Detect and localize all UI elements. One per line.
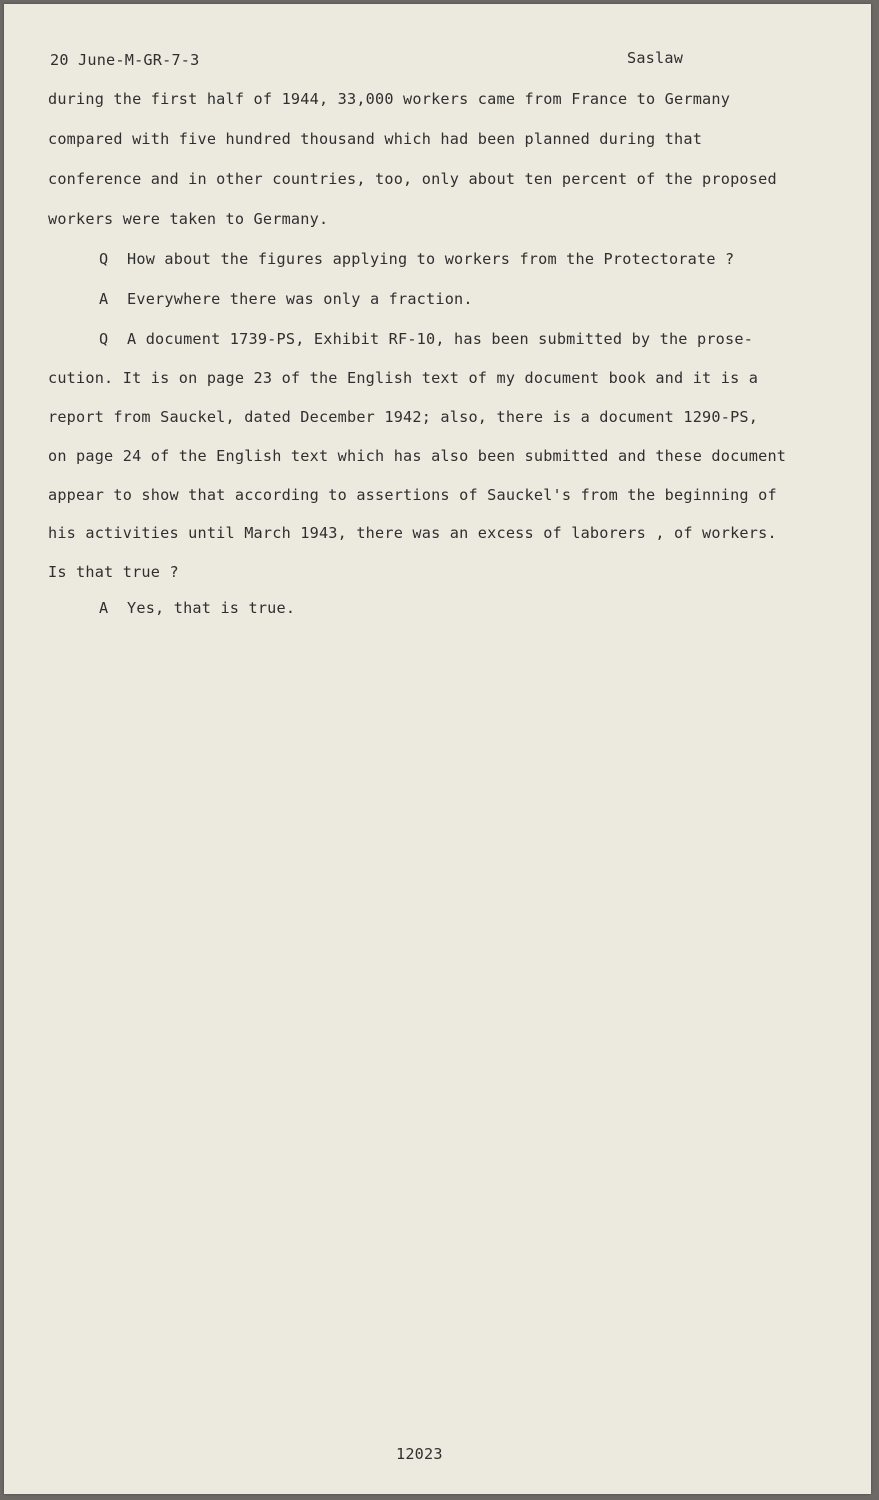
answer-line: A Everywhere there was only a fraction.	[99, 290, 473, 308]
body-line: workers were taken to Germany.	[48, 210, 329, 228]
reporter-name: Saslaw	[627, 49, 684, 67]
document-page	[4, 4, 871, 1494]
document-reference: 20 June-M-GR-7-3	[50, 51, 200, 69]
body-line: on page 24 of the English text which has also been submitted and these document	[48, 447, 787, 465]
body-line: report from Sauckel, dated December 1942; also, there is a document 1290-PS,	[48, 408, 759, 426]
body-line: Is that true ?	[48, 563, 179, 581]
question-line: Q How about the figures applying to workers from the Protectorate ?	[99, 250, 735, 268]
body-line: his activities until March 1943, there was an excess of laborers , of workers.	[48, 524, 777, 542]
body-line: conference and in other countries, too, only about ten percent of the proposed	[48, 170, 777, 188]
answer-line: A Yes, that is true.	[99, 599, 296, 617]
body-line: cution. It is on page 23 of the English text of my document book and it is a	[48, 369, 759, 387]
body-line: compared with five hundred thousand which had been planned during that	[48, 130, 703, 148]
page-number: 12023	[396, 1445, 443, 1463]
body-line: during the first half of 1944, 33,000 workers came from France to Germany	[48, 90, 731, 108]
question-line: Q A document 1739-PS, Exhibit RF-10, has been submitted by the prose-	[99, 330, 754, 348]
body-line: appear to show that according to assertions of Sauckel's from the beginning of	[48, 486, 777, 504]
